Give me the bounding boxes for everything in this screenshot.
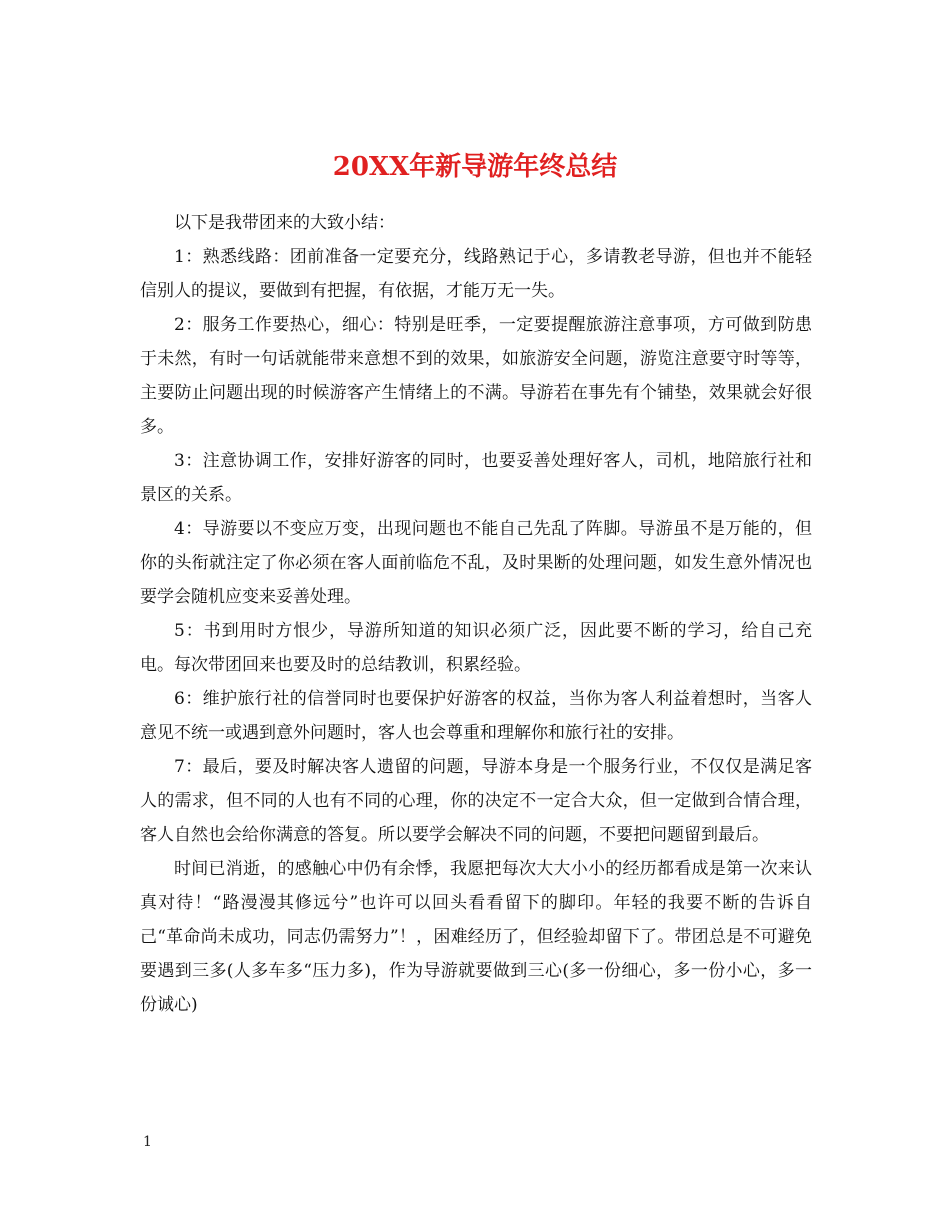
intro-paragraph: 以下是我带团来的大致小结： <box>174 213 395 233</box>
point-4-paragraph: 4：导游要以不变应万变，出现问题也不能自己先乱了阵脚。导游虽不是万能的，但你的头衔就注定了你必须在客人面前临危不乱，及时果断的处理问题，如发生意外情况也要学会随机应变来妥善处理。 <box>140 519 812 607</box>
page-number: 1 <box>143 1134 152 1150</box>
point-3-paragraph: 3：注意协调工作，安排好游客的同时，也要妥善处理好客人，司机，地陪旅行社和景区的关系。 <box>140 451 812 505</box>
point-6-paragraph: 6：维护旅行社的信誉同时也要保护好游客的权益，当你为客人利益着想时，当客人意见不统一或遇到意外问题时，客人也会尊重和理解你和旅行社的安排。 <box>140 689 812 743</box>
closing-paragraph: 时间已消逝，的感触心中仍有余悸，我愿把每次大大小小的经历都看成是第一次来认真对待！“路漫漫其修远兮”也许可以回头看看留下的脚印。年轻的我要不断的告诉自己“革命尚未成功，同志仍需努力”！，困难经历了，但经验却留下了。带团总是不可避免要遇到三多(人多车多“压力多)，作为导游就要做到三心(多一份细心，多一份小心，多一份诚心) <box>140 859 812 1015</box>
point-1-paragraph: 1：熟悉线路：团前准备一定要充分，线路熟记于心，多请教老导游，但也并不能轻信别人的提议，要做到有把握，有依据，才能万无一失。 <box>140 247 812 301</box>
point-5-paragraph: 5：书到用时方恨少，导游所知道的知识必须广泛，因此要不断的学习，给自己充电。每次带团回来也要及时的总结教训，积累经验。 <box>140 621 812 675</box>
point-7-paragraph: 7：最后，要及时解决客人遗留的问题，导游本身是一个服务行业，不仅仅是满足客人的需求，但不同的人也有不同的心理，你的决定不一定合大众，但一定做到合情合理，客人自然也会给你满意的答复。所以要学会解决不同的问题，不要把问题留到最后。 <box>140 757 812 845</box>
document-title: 20XX年新导游年终总结 <box>332 152 618 183</box>
document-body <box>140 206 812 1022</box>
point-2-paragraph: 2：服务工作要热心，细心：特别是旺季，一定要提醒旅游注意事项，方可做到防患于未然，有时一句话就能带来意想不到的效果，如旅游安全问题，游览注意要守时等等，主要防止问题出现的时候游客产生情绪上的不满。导游若在事先有个铺垫，效果就会好很多。 <box>140 315 812 437</box>
